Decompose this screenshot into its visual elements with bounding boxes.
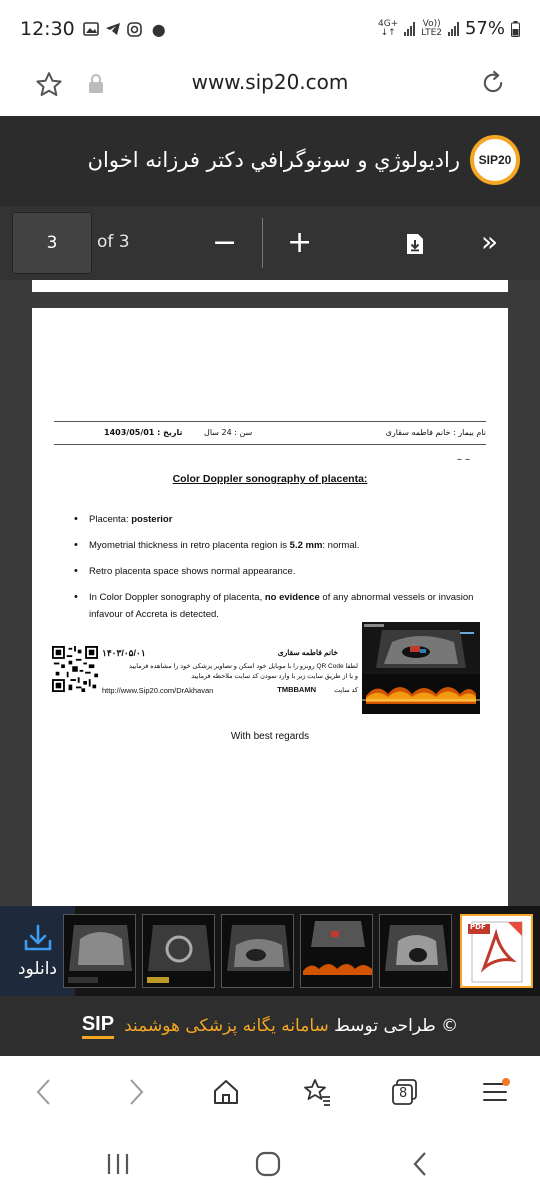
doppler-ultrasound-image[interactable] [362, 622, 480, 714]
browser-navigation-bar [0, 1056, 540, 1128]
site-header [0, 116, 540, 206]
closing-regards: With best regards [230, 731, 310, 742]
page-number-input[interactable]: 3 [12, 212, 92, 274]
finding-item: • In Color Doppler sonography of placenta, no evidence of any abnormal vessels or invasion infavour of Accreta is detected. [70, 589, 480, 623]
patient-age: سن : 24 سال [204, 428, 253, 437]
url-text[interactable]: www.sip20.com [191, 70, 349, 94]
findings-list [70, 511, 480, 632]
status-bar [0, 0, 540, 58]
battery-percent: 57% [464, 18, 505, 39]
qr-instruction-1: لطفا QR Code روبرو را با موبایل خود اسکن و تصاویر پزشکی خود را مشاهده فرمایید [129, 663, 358, 670]
menu-icon[interactable] [475, 1072, 515, 1112]
instagram-icon [127, 22, 142, 37]
footer-logo[interactable]: SIP [82, 1013, 114, 1039]
site-code-label: کد سایت [334, 687, 358, 694]
toolbar-divider [262, 218, 263, 268]
telegram-icon [105, 22, 121, 36]
page-total: of 3 [97, 232, 130, 252]
qr-date: ۱۴۰۳/۰۵/۰۱ [102, 648, 146, 658]
site-footer [0, 996, 540, 1056]
system-home-icon[interactable] [248, 1144, 288, 1184]
tabs-count: 8 [399, 1086, 408, 1101]
site-title: راديولوژي و سونوگرافي دكتر فرزانه اخوان [87, 148, 460, 172]
pdf-viewer [0, 206, 540, 906]
finding-item: • Retro placenta space shows normal appearance. [70, 563, 480, 580]
qr-patient: خانم فاطمه سقاری [277, 648, 338, 657]
tabs-icon[interactable] [385, 1072, 425, 1112]
clock: 12:30 [20, 18, 75, 40]
report-date: تاريخ : 1403/05/01 [104, 428, 183, 437]
home-icon[interactable] [206, 1072, 246, 1112]
recent-apps-icon[interactable] [98, 1144, 138, 1184]
system-navigation-bar [0, 1128, 540, 1200]
back-icon[interactable] [24, 1072, 64, 1112]
download-button[interactable]: دانلود [0, 906, 75, 996]
ultrasound-thumbnail[interactable] [63, 914, 136, 988]
volte-indicator: Vo)) LTE2 [421, 18, 442, 38]
more-tools-button[interactable]: » [481, 225, 499, 258]
footer-brand[interactable]: سامانه یگانه پزشکی هوشمند [124, 1016, 329, 1036]
zoom-in-button[interactable]: + [287, 225, 313, 260]
dash-mark: – – [456, 454, 470, 465]
qr-instruction-2: و یا از طریق سایت زیر با وارد نمودن کد سایت ملاحظه فرمایید [191, 673, 358, 680]
image-thumbnail-bar [0, 906, 540, 996]
finding-item: • Myometrial thickness in retro placenta region is 5.2 mm: normal. [70, 537, 480, 554]
notification-dot-icon: ● [151, 19, 166, 39]
forward-icon[interactable] [116, 1072, 156, 1112]
doppler-thumbnail[interactable] [300, 914, 373, 988]
system-back-icon[interactable] [400, 1144, 440, 1184]
ultrasound-thumbnail[interactable] [142, 914, 215, 988]
pdf-toolbar [0, 206, 540, 280]
previous-page-edge [32, 280, 508, 292]
address-bar [0, 58, 540, 116]
download-pdf-icon[interactable] [403, 232, 427, 256]
finding-item: • Placenta: posterior [70, 511, 480, 528]
zoom-out-button[interactable]: − [212, 225, 238, 260]
site-link[interactable]: http://www.Sip20.com/DrAkhavan [102, 686, 214, 695]
qr-code-icon[interactable] [52, 646, 98, 692]
gallery-icon [83, 22, 99, 36]
footer-credit: © طراحی توسط [334, 1016, 459, 1036]
ultrasound-thumbnail[interactable] [379, 914, 452, 988]
ultrasound-thumbnail[interactable] [221, 914, 294, 988]
download-icon [22, 923, 54, 953]
site-code: TMBBAMN [277, 685, 316, 694]
battery-icon [511, 21, 520, 37]
signal-icon [404, 22, 415, 36]
pdf-report-thumbnail[interactable]: PDF [460, 914, 533, 988]
reload-icon[interactable] [476, 66, 510, 100]
signal-2-icon [448, 22, 459, 36]
pdf-page [32, 308, 508, 928]
patient-name: نام بيمار : خانم فاطمه سقاری [385, 428, 486, 437]
bookmarks-icon[interactable] [297, 1072, 337, 1112]
site-logo[interactable]: SIP20 [470, 135, 520, 185]
network-indicator: 4G+ ↓↑ [378, 18, 399, 38]
report-title: Color Doppler sonography of placenta: [172, 473, 368, 485]
